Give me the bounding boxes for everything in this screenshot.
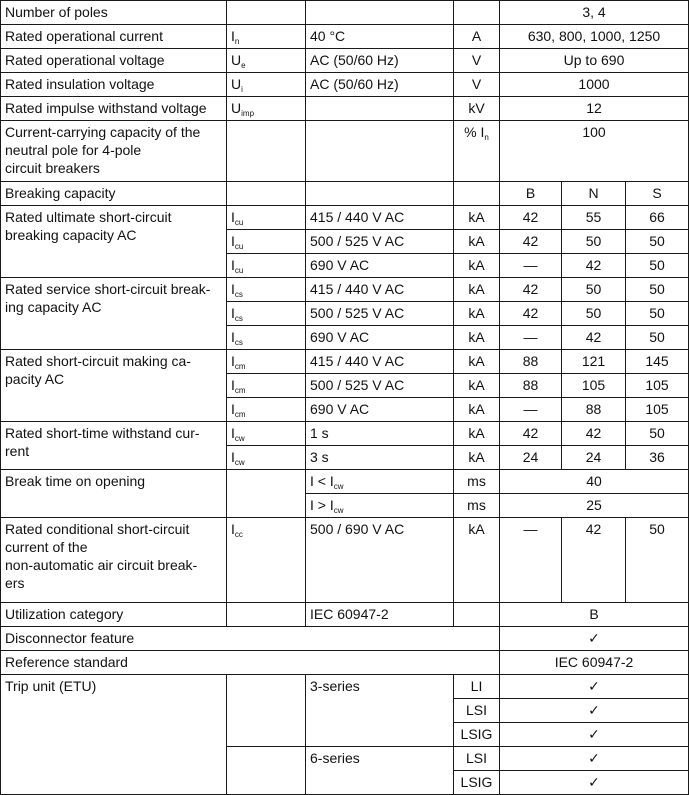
value: 40 xyxy=(500,470,689,494)
unit: kA xyxy=(454,326,500,350)
trip-type: LSI xyxy=(454,699,500,723)
symbol: $I_n$ xyxy=(227,25,306,49)
label: Rated impulse withstand voltage xyxy=(1,97,227,121)
label: Disconnector feature xyxy=(1,627,500,651)
value-n: 55 xyxy=(562,206,626,230)
row-icm-1 xyxy=(1,350,689,374)
label: Breaking capacity xyxy=(1,182,227,206)
symbol: $U_e$ xyxy=(227,49,306,73)
series-6: 6-series xyxy=(306,747,454,795)
value-b: 42 xyxy=(500,422,562,446)
unit: kA xyxy=(454,374,500,398)
unit: A xyxy=(454,25,500,49)
label: Rated conditional short-circuit current of the non-automatic air circuit break- ers xyxy=(1,518,227,603)
value-s: 105 xyxy=(626,374,689,398)
value-n: 24 xyxy=(562,446,626,470)
row-ins-voltage xyxy=(1,73,689,97)
row-icw-1 xyxy=(1,422,689,446)
header-n: N xyxy=(562,182,626,206)
label: Break time on opening xyxy=(1,470,227,518)
condition: 500 / 525 V AC xyxy=(306,302,454,326)
value-n: 50 xyxy=(562,230,626,254)
label: Rated short-time withstand cur- rent xyxy=(1,422,227,470)
value-s: 50 xyxy=(626,278,689,302)
value-b: 42 xyxy=(500,206,562,230)
value: 1000 xyxy=(500,73,689,97)
value-b: — xyxy=(500,518,562,603)
condition: 500 / 525 V AC xyxy=(306,374,454,398)
value-n: 50 xyxy=(562,278,626,302)
check-icon: ✓ xyxy=(500,771,689,795)
condition: $I > I_{cw}$ xyxy=(306,494,454,518)
condition: 690 V AC xyxy=(306,254,454,278)
condition: 415 / 440 V AC xyxy=(306,350,454,374)
symbol: $I_{cc}$ xyxy=(227,518,306,603)
value-s: 50 xyxy=(626,518,689,603)
row-poles xyxy=(1,1,689,25)
row-reference xyxy=(1,651,689,675)
row-disconnector xyxy=(1,627,689,651)
check-icon: ✓ xyxy=(500,699,689,723)
condition: 1 s xyxy=(306,422,454,446)
condition: 690 V AC xyxy=(306,326,454,350)
condition: IEC 60947-2 xyxy=(306,603,454,627)
unit: kA xyxy=(454,206,500,230)
unit: V xyxy=(454,73,500,97)
label: Current-carrying capacity of the neutral pole for 4-pole circuit breakers xyxy=(1,121,227,182)
row-impulse xyxy=(1,97,689,121)
row-icc xyxy=(1,518,689,603)
symbol: $I_{cs}$ xyxy=(227,302,306,326)
value-b: 88 xyxy=(500,374,562,398)
condition: 690 V AC xyxy=(306,398,454,422)
value-s: 50 xyxy=(626,326,689,350)
row-trip-1 xyxy=(1,675,689,699)
value-s: 105 xyxy=(626,398,689,422)
symbol: $I_{cs}$ xyxy=(227,326,306,350)
value-b: 42 xyxy=(500,230,562,254)
value: 630, 800, 1000, 1250 xyxy=(500,25,689,49)
check-icon: ✓ xyxy=(500,675,689,699)
value-s: 66 xyxy=(626,206,689,230)
label: Trip unit (ETU) xyxy=(1,675,227,795)
value: 100 xyxy=(500,121,689,182)
condition: 415 / 440 V AC xyxy=(306,278,454,302)
check-icon: ✓ xyxy=(500,747,689,771)
unit: kA xyxy=(454,518,500,603)
trip-type: LSIG xyxy=(454,771,500,795)
unit: V xyxy=(454,49,500,73)
symbol: $I_{cu}$ xyxy=(227,254,306,278)
value-b: 24 xyxy=(500,446,562,470)
row-utilization xyxy=(1,603,689,627)
label: Utilization category xyxy=(1,603,227,627)
value: 12 xyxy=(500,97,689,121)
header-s: S xyxy=(626,182,689,206)
value-n: 42 xyxy=(562,422,626,446)
value-n: 121 xyxy=(562,350,626,374)
symbol: $U_{imp}$ xyxy=(227,97,306,121)
label: Rated short-circuit making ca- pacity AC xyxy=(1,350,227,422)
row-neutral xyxy=(1,121,689,182)
condition: AC (50/60 Hz) xyxy=(306,73,454,97)
check-icon: ✓ xyxy=(500,723,689,747)
unit: ms xyxy=(454,494,500,518)
condition: $I < I_{cw}$ xyxy=(306,470,454,494)
value-b: 42 xyxy=(500,278,562,302)
condition: 500 / 525 V AC xyxy=(306,230,454,254)
value-s: 50 xyxy=(626,302,689,326)
symbol: $I_{cm}$ xyxy=(227,350,306,374)
value-n: 105 xyxy=(562,374,626,398)
value-b: 42 xyxy=(500,302,562,326)
row-icu-1 xyxy=(1,206,689,230)
value-b: — xyxy=(500,326,562,350)
value-s: 36 xyxy=(626,446,689,470)
header-b: B xyxy=(500,182,562,206)
row-breaking-capacity xyxy=(1,182,689,206)
symbol: $I_{cu}$ xyxy=(227,230,306,254)
unit: kA xyxy=(454,350,500,374)
trip-type: LI xyxy=(454,675,500,699)
label: Number of poles xyxy=(1,1,227,25)
value-n: 88 xyxy=(562,398,626,422)
unit: ms xyxy=(454,470,500,494)
value-b: 88 xyxy=(500,350,562,374)
trip-type: LSIG xyxy=(454,723,500,747)
symbol: $U_i$ xyxy=(227,73,306,97)
value-s: 50 xyxy=(626,422,689,446)
value-n: 42 xyxy=(562,518,626,603)
row-op-voltage xyxy=(1,49,689,73)
value-b: — xyxy=(500,254,562,278)
unit: kA xyxy=(454,278,500,302)
row-ics-1 xyxy=(1,278,689,302)
label: Rated operational voltage xyxy=(1,49,227,73)
value-n: 50 xyxy=(562,302,626,326)
unit: kA xyxy=(454,302,500,326)
unit: kA xyxy=(454,230,500,254)
unit: kA xyxy=(454,398,500,422)
label: Rated service short-circuit break- ing capacity AC xyxy=(1,278,227,350)
label: Rated operational current xyxy=(1,25,227,49)
value-n: 42 xyxy=(562,326,626,350)
label: Rated ultimate short-circuit breaking capacity AC xyxy=(1,206,227,278)
value-s: 145 xyxy=(626,350,689,374)
label: Rated insulation voltage xyxy=(1,73,227,97)
unit: kA xyxy=(454,446,500,470)
value-b: — xyxy=(500,398,562,422)
row-break-time-1 xyxy=(1,470,689,494)
row-op-current xyxy=(1,25,689,49)
symbol: $I_{cw}$ xyxy=(227,422,306,446)
value-s: 50 xyxy=(626,254,689,278)
unit: kV xyxy=(454,97,500,121)
symbol: $I_{cs}$ xyxy=(227,278,306,302)
label: Reference standard xyxy=(1,651,500,675)
value: Up to 690 xyxy=(500,49,689,73)
condition: 3 s xyxy=(306,446,454,470)
condition: 40 °C xyxy=(306,25,454,49)
value: B xyxy=(500,603,689,627)
value: 25 xyxy=(500,494,689,518)
check-icon: ✓ xyxy=(500,627,689,651)
unit: kA xyxy=(454,422,500,446)
condition: AC (50/60 Hz) xyxy=(306,49,454,73)
unit: kA xyxy=(454,254,500,278)
trip-type: LSI xyxy=(454,747,500,771)
condition: 500 / 690 V AC xyxy=(306,518,454,603)
series-3: 3-series xyxy=(306,675,454,747)
value: 3, 4 xyxy=(500,1,689,25)
symbol: $I_{cu}$ xyxy=(227,206,306,230)
symbol: $I_{cw}$ xyxy=(227,446,306,470)
symbol: $I_{cm}$ xyxy=(227,398,306,422)
symbol: $I_{cm}$ xyxy=(227,374,306,398)
value: IEC 60947-2 xyxy=(500,651,689,675)
condition: 415 / 440 V AC xyxy=(306,206,454,230)
unit: % $I_n$ xyxy=(454,121,500,182)
value-s: 50 xyxy=(626,230,689,254)
value-n: 42 xyxy=(562,254,626,278)
